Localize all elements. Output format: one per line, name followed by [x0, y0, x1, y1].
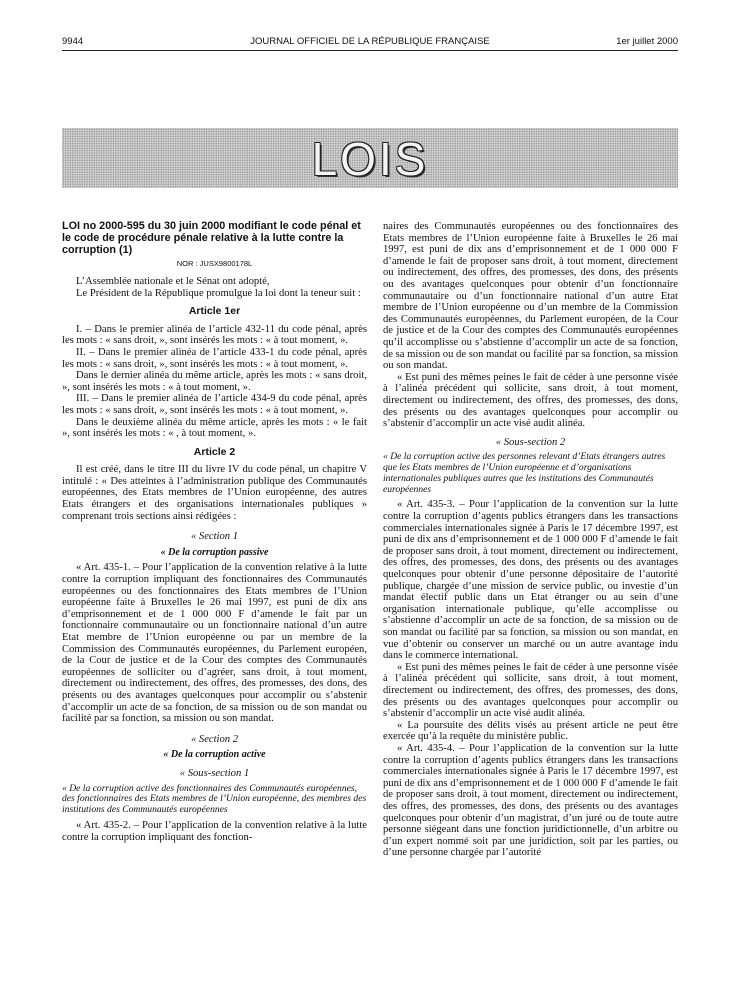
- nor-reference: NOR : JUSX9800178L: [176, 259, 253, 269]
- paragraph: Le Président de la République promulgue la loi dont la teneur suit :: [76, 287, 361, 299]
- paragraph: III. – Dans le premier alinéa de l’article 434-9 du code pénal, après les mots : « sans droit, », sont insérés les mots : « à tout moment, ».: [62, 393, 367, 416]
- section-heading: « Section 1: [190, 531, 239, 543]
- paragraph: II. – Dans le premier alinéa de l’article 433-1 du code pénal, après les mots : « sans droit, », sont insérés les mots : « à tout moment, ».: [62, 346, 367, 370]
- paragraph: L’Assemblée nationale et le Sénat ont adopté,: [76, 275, 270, 287]
- subsection-title: « De la corruption active des personnes relevant d’Etats étrangers autres que les Etats membres de l’Union européenne et d’organisations internationales publiques autres que les institutions des Communautés européennes: [383, 451, 666, 495]
- paragraph: « Est puni des mêmes peines le fait de céder à une personne visée à l’alinéa précédent qui sollicite, sans droit, à tout moment, directement ou indirectement, des offres, des promesses, des dons, des présents ou des avantages quelconques pour accomplir ou s’abstenir d’accomplir un acte visé audit alinéa.: [383, 661, 678, 720]
- paragraph: « Art. 435-1. – Pour l’application de la convention relative à la lutte contre la corruption impliquant des fonctionnaires des Communautés européennes ou des fonctionnaires des Etats membres de l’Union européenne faite à Bruxelles le 26 mai 1997, est puni de dix ans d’emprisonnement et de 1 000 000 F d’amende le fait par un fonctionnaire communautaire ou un fonctionnaire national d’un autre Etat membre de l’Union européenne ou par un membre de la Commission des Communautés européennes, du Parlement européen, de la Cour de justice et de la Cour des comptes des Communautés européennes de solliciter ou d’agréer, sans droit, à tout moment, directement ou indirectement, des offres, des promesses, des dons, des présents ou des avantages quelconques pour accomplir ou s’abstenir d’accomplir un acte de sa fonction, de sa mission ou de son mandat ou facilité par sa fonction, sa mission ou son mandat.: [62, 562, 367, 725]
- subsection-title: « De la corruption active des fonctionnaires des Communautés européennes, des fonctionnaires des Etats membres de l’Union européenne, des membres des institutions des Communautés européennes: [62, 782, 367, 816]
- journal-title: JOURNAL OFFICIEL DE LA RÉPUBLIQUE FRANÇAISE: [250, 36, 490, 47]
- banner-title: LOIS: [311, 133, 429, 185]
- paragraph: « Art. 435-4. – Pour l’application de la convention sur la lutte contre la corruption d’agents publics étrangers dans les transactions commerciales internationales signée à Paris le 17 décembre 1997, est puni de dix ans d’emprisonnement et de 1 000 000 F d’amende le fait de proposer sans droit, à tout moment, directement ou indirectement, des offres, des promesses, des dons, des présents ou des avantages quelconques pour obtenir d’un magistrat, d’un juré ou de toute autre personne siégeant dans une fonction juridictionnelle, d’un arbitre ou d’un expert nommé soit par une juridiction, soit par les parties, ou d’une personne chargée par l’autorité: [383, 742, 678, 859]
- section-name: « De la corruption active: [163, 749, 266, 761]
- page-number: 9944: [62, 36, 84, 47]
- article-heading: Article 2: [193, 445, 236, 458]
- paragraph: Dans le deuxième alinéa du même article, après les mots : « le fait », sont insérés les mots : « , à tout moment, ».: [62, 416, 367, 440]
- paragraph: « Est puni des mêmes peines le fait de céder à une personne visée à l’alinéa précédent qui sollicite, sans droit, à tout moment, directement ou indirectement, des offres, des promesses, des dons, des présents ou des avantages quelconques pour accomplir ou s’abstenir d’accomplir un acte visé audit alinéa.: [383, 371, 678, 430]
- header-rule: [62, 50, 678, 51]
- paragraph: I. – Dans le premier alinéa de l’article 432-11 du code pénal, après les mots : « sans droit, », sont insérés les mots : « à tout moment, ».: [62, 323, 367, 347]
- law-title: LOI no 2000-595 du 30 juin 2000 modifiant le code pénal et le code de procédure pénale relative à la lutte contre la corruption (1): [62, 220, 361, 256]
- paragraph: « Art. 435-3. – Pour l’application de la convention sur la lutte contre la corruption d’agents publics étrangers dans les transactions commerciales internationales signée à Paris le 17 décembre 1997, est puni de dix ans d’emprisonnement et de 1 000 000 F d’amende le fait de proposer sans droit, à tout moment, directement ou indirectement, des offres, des promesses, des dons, des présents ou des avantages quelconques pour obtenir d’une personne dépositaire de l’autorité publique, chargée d’une mission de service public, ou investie d’un mandat électif public dans un Etat étranger ou au sein d’une organisation internationale publique, qu’elle accomplisse ou s’abstienne d’accomplir un acte de sa fonction, de sa mission ou de son mandat ou facilité par sa fonction, sa mission ou son mandat, en vue d’obtenir ou conserver un marché ou un autre avantage indu dans le commerce international.: [383, 499, 678, 662]
- article-heading: Article 1er: [188, 305, 241, 318]
- issue-date: 1er juillet 2000: [616, 36, 678, 47]
- left-column: [62, 221, 367, 843]
- paragraph: Il est créé, dans le titre III du livre IV du code pénal, un chapitre V intitulé : « Des atteintes à l’administration publique des Communautés européennes, des Etats membres de l’Union européenne, des autres Etats étrangers et des organisations internationales publiques » comprenant trois sections ainsi rédigées :: [62, 464, 367, 522]
- right-column: [383, 221, 678, 859]
- paragraph: Dans le dernier alinéa du même article, après les mots : « sans droit, », sont insérés les mots : « à tout moment, ».: [62, 370, 367, 393]
- section-heading: « Section 2: [190, 733, 239, 745]
- subsection-heading: « Sous-section 1: [179, 767, 250, 779]
- section-banner: [62, 128, 678, 188]
- paragraph: « Art. 435-2. – Pour l’application de la convention relative à la lutte contre la corruption impliquant des fonction-: [62, 819, 367, 843]
- paragraph: « La poursuite des délits visés au présent article ne peut être exercée qu’à la requête du ministère public.: [383, 719, 678, 743]
- paragraph: naires des Communautés européennes ou des fonctionnaires des Etats membres de l’Union européenne faite à Bruxelles le 26 mai 1997, est puni de dix ans d’emprisonnement et de 1 000 000 F d’amende le fait de proposer sans droit, à tout moment, directement ou indirectement, des offres, des promesses, des dons, des présents ou des avantages quelconques pour obtenir d’un fonctionnaire communautaire ou d’un fonctionnaire national d’un autre Etat membre de l’Union européenne ou d’un membre de la Commission des Communautés européennes, du Parlement européen, de la Cour de justice et de la Cour des comptes des Communautés européennes qu’il accomplisse ou s’abstienne d’accomplir un acte de sa fonction, de sa mission ou de son mandat ou facilité par sa fonction, sa mission ou son mandat.: [383, 221, 678, 372]
- page-header: [62, 36, 678, 50]
- section-name: « De la corruption passive: [160, 546, 269, 558]
- subsection-heading: « Sous-section 2: [495, 436, 566, 448]
